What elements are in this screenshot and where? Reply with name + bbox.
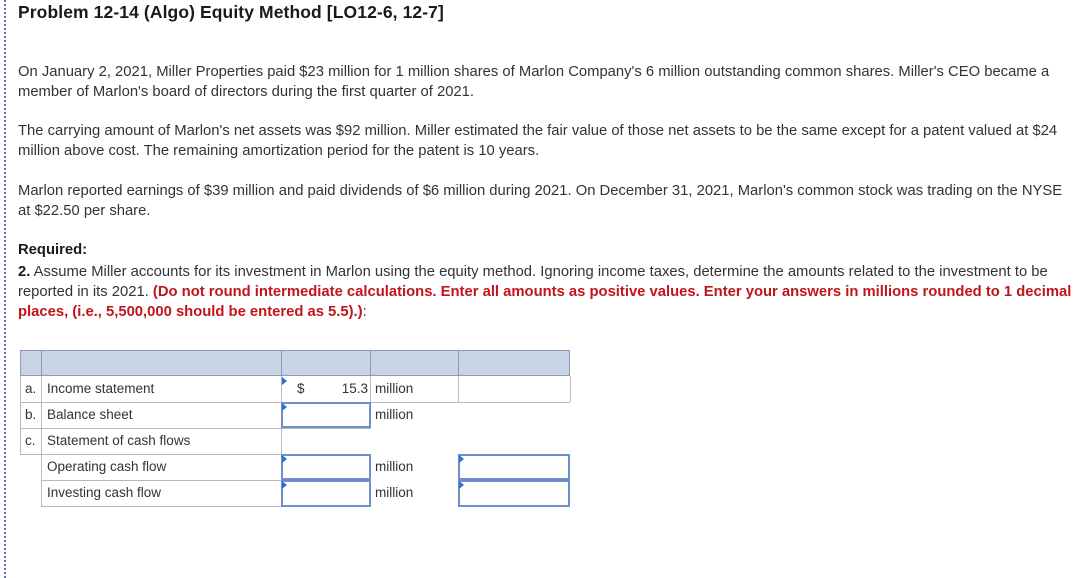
row-a-unit: million xyxy=(375,381,414,396)
header-cell-label xyxy=(41,350,282,376)
input-marker-icon xyxy=(282,455,287,463)
operating-cash-flow-label: Operating cash flow xyxy=(47,459,167,474)
investing-cash-flow-unit: million xyxy=(375,485,414,500)
balance-sheet-input[interactable] xyxy=(281,402,371,428)
col-divider xyxy=(570,376,571,402)
row-c-label: Statement of cash flows xyxy=(47,433,191,448)
row-b-letter: b. xyxy=(25,407,37,422)
required-end: : xyxy=(362,304,367,320)
row-b-unit: million xyxy=(375,407,414,422)
required-description: Assume Miller accounts for its investment in Marlon using the equity method. Ignoring income taxes, determine the amounts related to the investment to be reported in its 2021. xyxy=(18,264,1048,300)
input-marker-icon xyxy=(282,403,287,411)
required-number: 2. xyxy=(18,264,31,280)
paragraph-3: Marlon reported earnings of $39 million and paid dividends of $6 million during 2021. On December 31, 2021, Marlon's common stock was trading on the NYSE at $22.50 per share. xyxy=(18,183,1063,219)
row-b-label: Balance sheet xyxy=(47,407,133,422)
header-cell-extra xyxy=(458,350,570,376)
operating-cash-flow-unit: million xyxy=(375,459,414,474)
row-c-letter: c. xyxy=(25,433,36,448)
input-marker-icon xyxy=(282,377,287,385)
header-cell-unit xyxy=(370,350,459,376)
investing-cash-flow-input[interactable] xyxy=(281,480,371,507)
required-text xyxy=(18,262,1076,322)
investing-cash-flow-type-select[interactable] xyxy=(458,480,570,507)
left-dotted-rule xyxy=(4,0,6,578)
col-divider xyxy=(41,376,42,507)
answer-grid xyxy=(20,350,570,507)
input-marker-icon xyxy=(459,481,464,489)
header-cell-letter xyxy=(20,350,42,376)
required-instruction: (Do not round intermediate calculations. Enter all amounts as positive values. Enter your answers in millions rounded to 1 decimal places, (i.e., 5,500,000 should be entered as 5.5).) xyxy=(18,284,1072,320)
col-divider xyxy=(458,376,459,402)
operating-cash-flow-input[interactable] xyxy=(281,454,371,480)
input-marker-icon xyxy=(282,481,287,489)
row-a-letter: a. xyxy=(25,381,37,396)
operating-cash-flow-type-select[interactable] xyxy=(458,454,570,480)
col-divider xyxy=(20,376,21,454)
problem-title: Problem 12-14 (Algo) Equity Method [LO12-6, 12-7] xyxy=(18,2,444,22)
input-marker-icon xyxy=(459,455,464,463)
row-divider xyxy=(20,428,371,429)
row-a-currency: $ xyxy=(297,381,305,396)
row-a-label: Income statement xyxy=(47,381,155,396)
row-a-value[interactable]: 15.3 xyxy=(341,381,368,396)
investing-cash-flow-label: Investing cash flow xyxy=(47,485,162,500)
paragraph-2: The carrying amount of Marlon's net assets was $92 million. Miller estimated the fair value of those net assets to be the same except for a patent valued at $24 million above cost. The remaining amortization period for the patent is 10 years. xyxy=(18,123,1058,159)
required-heading: Required: xyxy=(18,242,88,258)
header-cell-amount xyxy=(281,350,371,376)
paragraph-1: On January 2, 2021, Miller Properties paid $23 million for 1 million shares of Marlon Company's 6 million outstanding common shares. Miller's CEO became a member of Marlon's board of directors during the first quarter of 2021. xyxy=(18,64,1050,100)
